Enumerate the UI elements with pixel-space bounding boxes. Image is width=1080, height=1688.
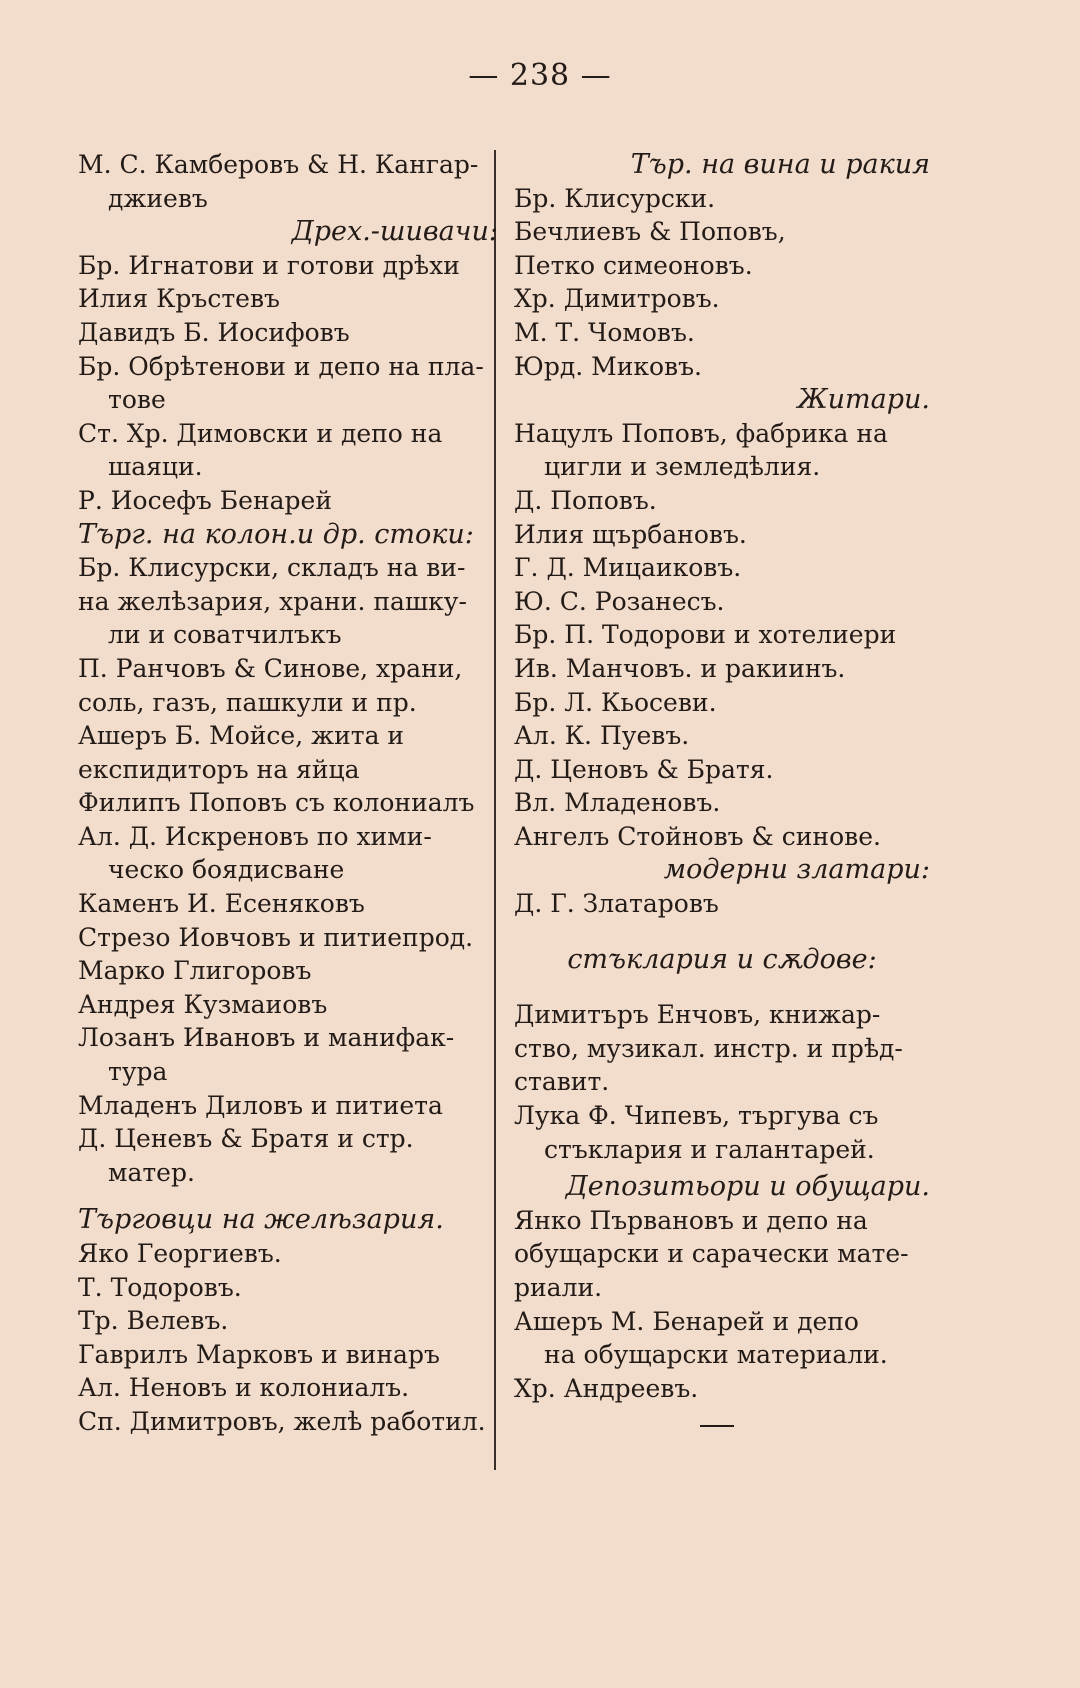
directory-entry: обущарски и сарачески мате- (514, 1239, 909, 1269)
right-column (514, 148, 930, 1427)
entry-continuation: шаяци. (108, 452, 203, 482)
directory-entry: Хр. Димитровъ. (514, 284, 720, 314)
directory-entry: Нацулъ Поповъ, фабрика на (514, 418, 888, 448)
entry-continuation: на обущарски материали. (544, 1340, 888, 1370)
directory-entry: Ст. Хр. Димовски и депо на (78, 418, 443, 448)
directory-entry: Стрезо Иовчовъ и питиепрод. (78, 922, 474, 952)
directory-entry: Каменъ И. Есеняковъ (78, 889, 365, 919)
directory-entry: Бечлиевъ & Поповъ, (514, 217, 786, 247)
directory-entry: Бр. Клисурски, складъ на ви- (78, 553, 466, 583)
directory-entry: Юрд. Миковъ. (514, 351, 702, 381)
entry-continuation: ческо боядисване (108, 855, 345, 885)
entry-continuation: тове (108, 385, 166, 415)
directory-entry: Хр. Андреевъ. (514, 1373, 699, 1403)
directory-entry: Гаврилъ Марковъ и винаръ (78, 1339, 440, 1369)
directory-entry: П. Ранчовъ & Синове, храни, (78, 653, 463, 683)
entry-continuation: цигли и земледѣлия. (544, 452, 821, 482)
directory-entry: Марко Глигоровъ (78, 956, 312, 986)
directory-entry: Яко Георгиевъ. (78, 1239, 282, 1268)
directory-entry: Сп. Димитровъ, желѣ работил. (78, 1406, 486, 1436)
directory-entry: Ашеръ М. Бенарей и депо (514, 1306, 859, 1336)
directory-entry: Д. Ценевъ & Братя и стр. (78, 1124, 414, 1154)
directory-entry: Илия Кръстевъ (78, 284, 280, 314)
directory-entry: Д. Ценовъ & Братя. (514, 754, 774, 784)
directory-entry: М. Т. Чомовъ. (514, 317, 695, 347)
directory-entry: М. С. Камберовъ & Н. Кангар- (78, 150, 479, 179)
directory-entry: Бр. Игнатови и готови дрѣхи (78, 250, 460, 280)
directory-entry: Янко Първановъ и депо на (514, 1205, 868, 1235)
directory-entry: Ал. Неновъ и колониалъ. (78, 1373, 410, 1403)
directory-entry: Ив. Манчовъ. и ракиинъ. (514, 653, 846, 683)
directory-entry: Р. Иосефъ Бенарей (78, 485, 332, 515)
directory-entry: Илия щърбановъ. (514, 519, 747, 549)
directory-entry: Младенъ Диловъ и питиета (78, 1090, 443, 1120)
page-number: — 238 — (468, 58, 612, 93)
directory-entry: Давидъ Б. Иосифовъ (78, 317, 350, 347)
section-heading: Депозитьори и обущари. (565, 1171, 930, 1203)
directory-entry: Филипъ Поповъ съ колониалъ (78, 788, 475, 818)
directory-entry: Ал. К. Пуевъ. (514, 721, 690, 751)
directory-entry: Т. Тодоровъ. (78, 1272, 242, 1302)
section-heading: Търговци на желѣзария. (78, 1204, 444, 1236)
directory-entry: Бр. Клисурски. (514, 183, 716, 213)
directory-entry: соль, газъ, пашкули и пр. (78, 687, 417, 717)
directory-entry: Бр. Обрѣтенови и депо на пла- (78, 351, 484, 381)
entry-continuation: тура (108, 1057, 168, 1087)
left-column (78, 148, 498, 1439)
directory-entry: Ал. Д. Искреновъ по хими- (78, 821, 432, 851)
directory-entry: Вл. Младеновъ. (514, 788, 721, 818)
directory-entry: Лозанъ Ивановъ и манифак- (78, 1023, 455, 1053)
end-mark (700, 1425, 734, 1427)
directory-entry: ство, музикал. инстр. и прѣд- (514, 1033, 903, 1063)
entry-continuation: матер. (108, 1157, 195, 1187)
directory-entry: Бр. П. Тодорови и хотелиери (514, 620, 897, 650)
section-heading: Търг. на колон.и др. стоки: (78, 518, 474, 550)
directory-entry: Д. Г. Златаровъ (514, 889, 719, 919)
directory-entry: на желѣзария, храни. пашку- (78, 586, 467, 616)
section-heading: Тър. на вина и ракия (630, 149, 930, 180)
section-heading: модерни златари: (663, 854, 930, 886)
directory-entry: експидиторъ на яйца (78, 754, 360, 784)
directory-entry: Тр. Велевъ. (78, 1306, 229, 1336)
directory-entry: Петко симеоновъ. (514, 250, 753, 280)
directory-entry: Димитъръ Енчовъ, книжар- (514, 1000, 881, 1030)
directory-entry: Ашеръ Б. Мойсе, жита и (78, 721, 405, 751)
directory-entry: Лука Ф. Чипевъ, търгува съ (514, 1101, 879, 1131)
directory-entry: Андрея Кузмаиовъ (78, 989, 328, 1019)
directory-entry: Бр. Л. Кьосеви. (514, 687, 717, 717)
directory-entry: ставит. (514, 1067, 610, 1097)
section-heading: стъклария и сѫдове: (567, 943, 877, 975)
directory-entry: Д. Поповъ. (514, 485, 657, 515)
section-heading: Житари. (797, 384, 930, 416)
entry-continuation: джиевъ (108, 183, 208, 213)
directory-entry: риали. (514, 1273, 603, 1302)
directory-entry: Г. Д. Мицаиковъ. (514, 553, 742, 583)
directory-entry: Ю. С. Розанесъ. (514, 586, 725, 616)
directory-entry: Ангелъ Стойновъ & синове. (514, 821, 881, 851)
entry-continuation: стъклария и галантарей. (544, 1134, 875, 1164)
entry-continuation: ли и соватчилъкъ (108, 620, 342, 650)
section-heading: Дрех.-шивачи: (291, 216, 498, 248)
